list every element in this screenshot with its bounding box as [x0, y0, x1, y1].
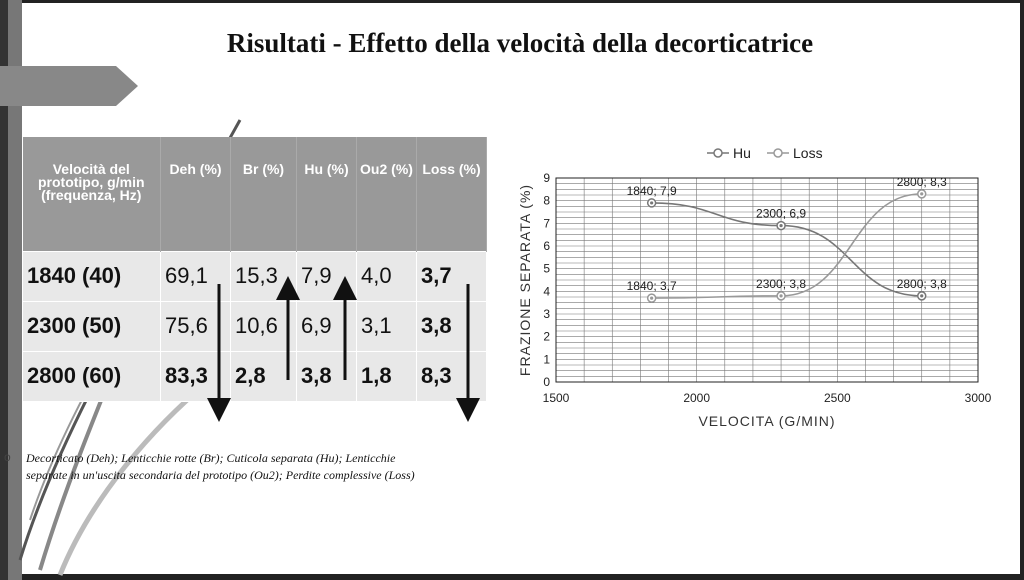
- cell-hu: 6,9: [297, 301, 357, 351]
- cell-ou2: 3,1: [357, 301, 417, 351]
- y-tick-label: 7: [543, 216, 550, 231]
- cell-deh: 69,1: [161, 251, 231, 301]
- data-point-core: [920, 294, 923, 297]
- x-tick-label: 3000: [964, 391, 992, 405]
- cell-speed: 2300 (50): [23, 301, 161, 351]
- cell-hu: 3,8: [297, 351, 357, 401]
- footnote-bullet: o: [4, 450, 11, 464]
- data-point-core: [920, 192, 923, 195]
- data-point-core: [779, 294, 782, 297]
- cell-speed: 1840 (40): [23, 251, 161, 301]
- y-tick-label: 0: [543, 375, 550, 389]
- data-label: 2800; 3,8: [896, 276, 947, 291]
- legend-marker: [714, 149, 722, 157]
- cell-loss: 3,7: [417, 251, 487, 301]
- cell-hu: 7,9: [297, 251, 357, 301]
- cell-deh: 83,3: [161, 351, 231, 401]
- data-label: 2300; 6,9: [756, 206, 807, 221]
- data-label: 2300; 3,8: [756, 276, 807, 291]
- legend-label: Hu: [733, 145, 751, 161]
- footnote-line-1: Decorticato (Deh); Lenticchie rotte (Br); Cuticola separata (Hu); Lenticchie: [26, 451, 396, 465]
- header-hu: Hu (%): [297, 137, 357, 251]
- y-tick-label: 4: [543, 284, 550, 299]
- legend-marker: [774, 149, 782, 157]
- header-loss: Loss (%): [417, 137, 487, 251]
- line-chart: [506, 136, 996, 446]
- y-axis-label: FRAZIONE SEPARATA (%): [517, 183, 533, 377]
- y-tick-label: 5: [543, 261, 550, 276]
- cell-ou2: 4,0: [357, 251, 417, 301]
- cell-br: 10,6: [231, 301, 297, 351]
- y-tick-label: 2: [543, 329, 550, 344]
- x-axis-label: VELOCITA (G/MIN): [698, 413, 836, 429]
- cell-loss: 8,3: [417, 351, 487, 401]
- cell-deh: 75,6: [161, 301, 231, 351]
- data-point-core: [779, 224, 782, 227]
- y-tick-label: 3: [543, 307, 550, 321]
- legend-label: Loss: [793, 145, 823, 161]
- y-tick-label: 6: [543, 239, 550, 253]
- header-ou2: Ou2 (%): [357, 137, 417, 251]
- y-tick-label: 1: [543, 352, 550, 367]
- header-velocita: Velocità del prototipo, g/min (frequenza, Hz): [23, 137, 161, 251]
- data-point-core: [650, 201, 653, 204]
- footnote: [26, 450, 526, 484]
- header-deh: Deh (%): [161, 137, 231, 251]
- data-point-core: [650, 297, 653, 300]
- cell-br: 15,3: [231, 251, 297, 301]
- cell-speed: 2800 (60): [23, 351, 161, 401]
- cell-ou2: 1,8: [357, 351, 417, 401]
- x-tick-label: 2000: [683, 391, 711, 405]
- y-tick-label: 8: [543, 193, 550, 208]
- cell-loss: 3,8: [417, 301, 487, 351]
- y-tick-label: 9: [543, 171, 550, 185]
- x-tick-label: 2500: [823, 391, 851, 405]
- header-br: Br (%): [231, 137, 297, 251]
- data-label: 1840; 3,7: [626, 279, 677, 294]
- cell-br: 2,8: [231, 351, 297, 401]
- data-label: 2800; 8,3: [896, 174, 947, 189]
- slide-title: Risultati - Effetto della velocità della decorticatrice: [226, 28, 814, 58]
- data-label: 1840; 7,9: [626, 183, 677, 198]
- x-tick-label: 1500: [542, 391, 570, 405]
- footnote-line-2: separate in un'uscita secondaria del prototipo (Ou2); Perdite complessive (Loss): [26, 468, 415, 482]
